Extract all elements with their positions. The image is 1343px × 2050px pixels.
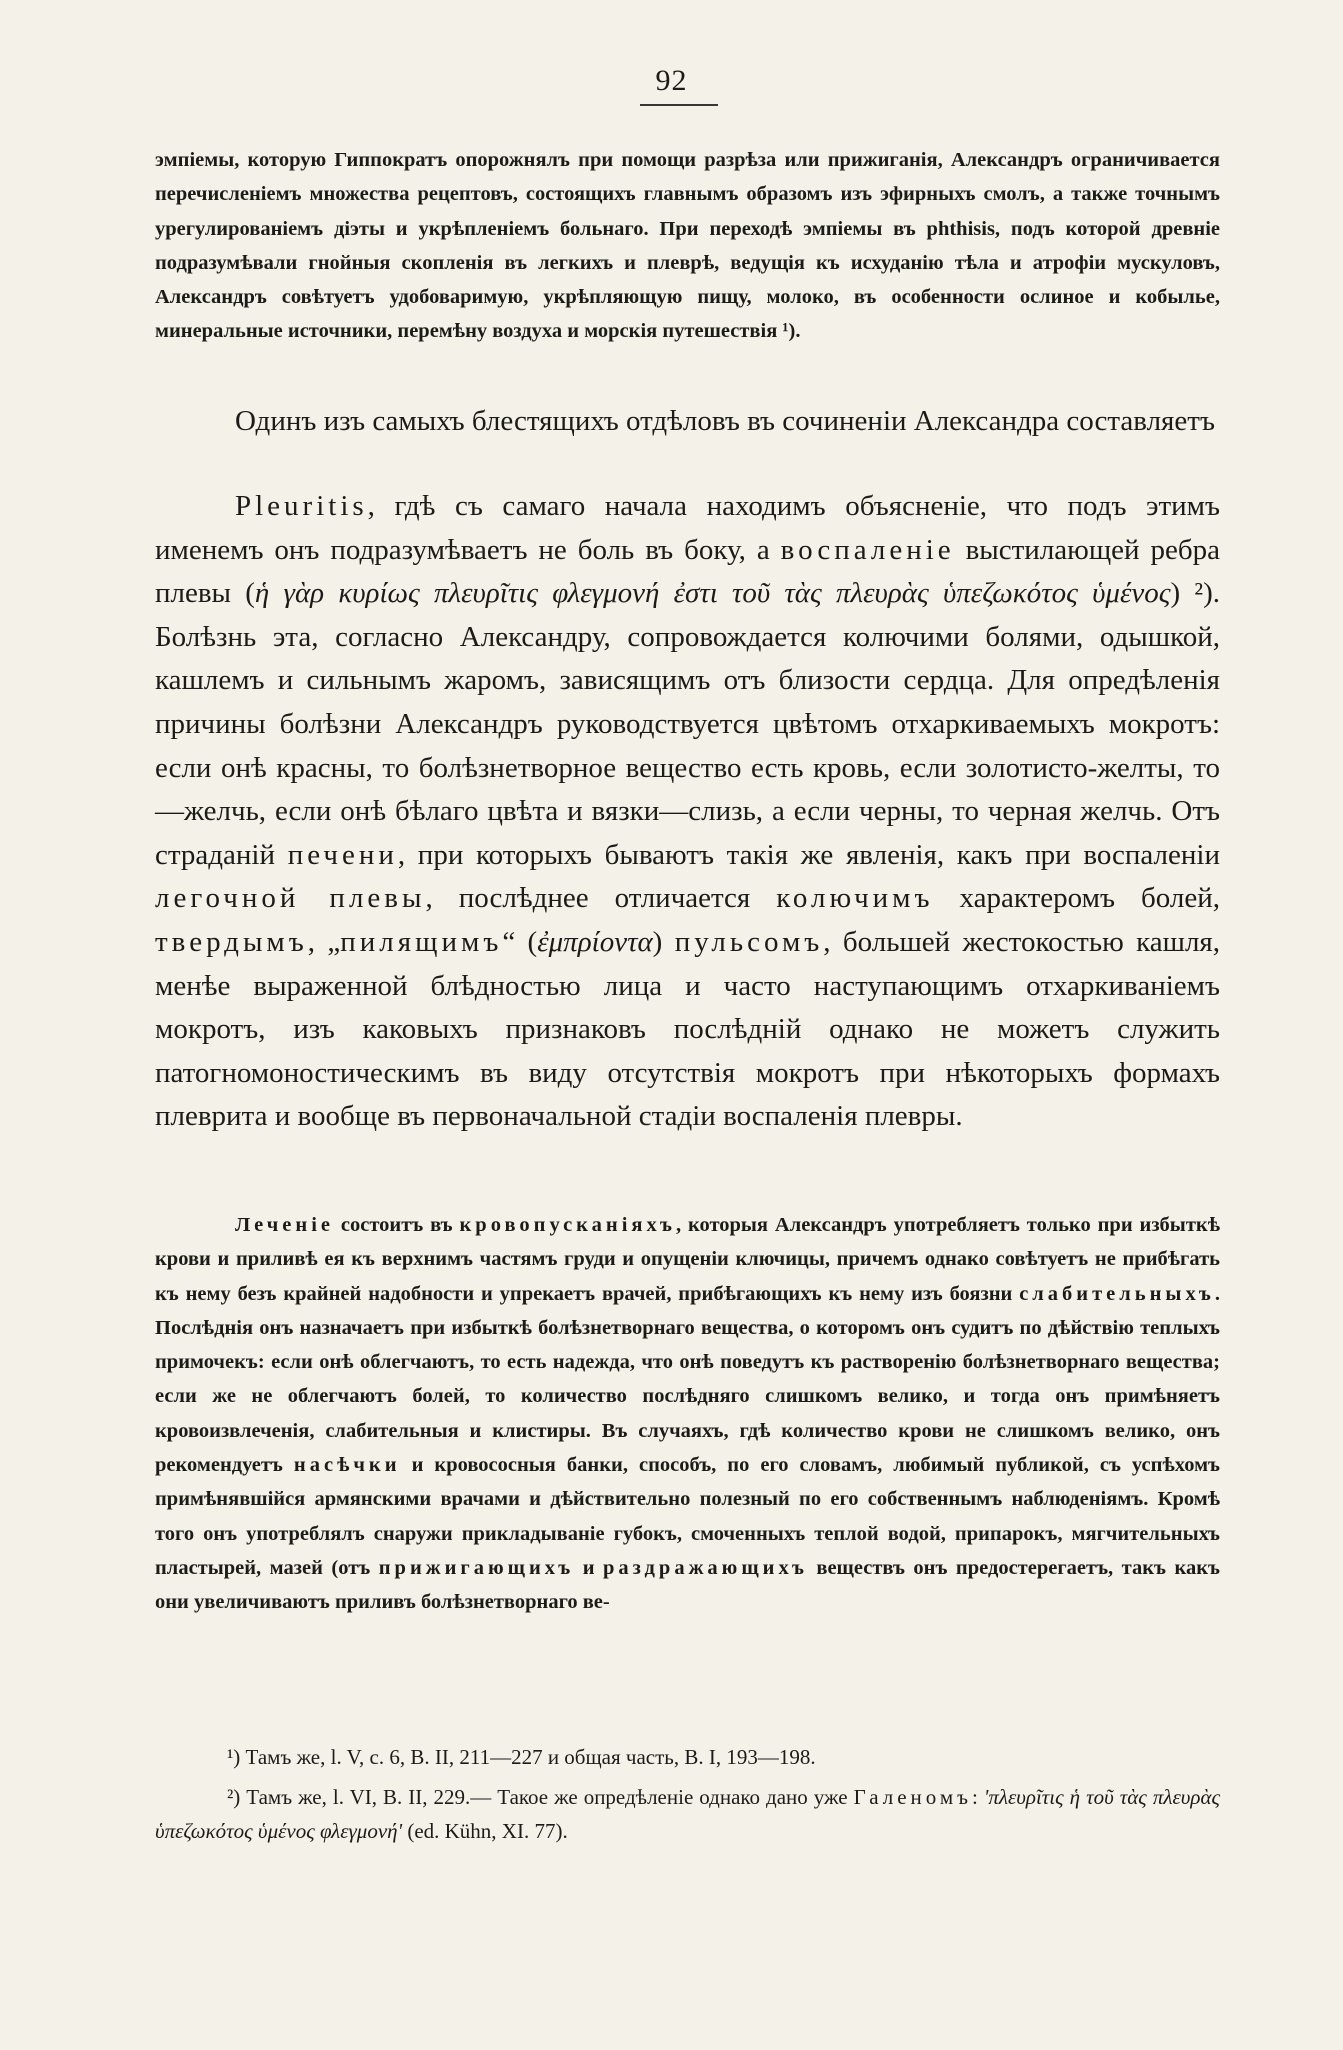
text-run: характеромъ болей, [933, 882, 1220, 915]
text-run: , большей жестокостью кашля, менѣе выраженной блѣдностью лица и часто наступающимъ отхаркиваніемъ мокротъ, изъ каковыхъ признаковъ послѣдній однако не можетъ служить патогномоностическимъ въ виду отсутствія мокротъ при нѣкоторыхъ формахъ плеврита и вообще въ первоначальной стадіи воспаленія плевры. [155, 925, 1220, 1133]
emphasis-word: насѣчки [293, 1454, 401, 1477]
text-run: “ ( [502, 925, 538, 958]
text-run: и [574, 1556, 604, 1579]
emphasis-word: воспаленіе [780, 533, 955, 566]
text-run: состоитъ въ [334, 1214, 460, 1236]
text-run: (ed. Kühn, XI. 77). [402, 1819, 568, 1843]
text-run: ) ²). Болѣзнь эта, согласно Александру, сопровождается колючими болями, одышкой, кашлемъ и сильнымъ жаромъ, зависящимъ отъ близости сердца. Для опредѣленія причины болѣзни Александръ руководствуется цвѣтомъ отхаркиваемыхъ мокротъ: если онѣ красны, то болѣзнетворное вещество есть кровь, если золотисто-желты, то—желчь, если онѣ бѣлаго цвѣта и вязки—слизь, а если черны, то черная желчь. Отъ страданій [155, 577, 1220, 871]
text-run: , послѣднее отличается [425, 882, 777, 915]
emphasis-word: легочной плевы [155, 882, 426, 915]
greek-quotation: ʹπλευρῖτις ἡ τοῦ τὰς πλευρὰς ὑπεζωκότος ὑμένος φλεγμονήʹ [155, 1785, 1220, 1843]
paragraph-section-intro: Одинъ изъ самыхъ блестящихъ отдѣловъ въ сочиненіи Александра составляетъ [235, 405, 1215, 437]
text-run: веществъ онъ предостерегаетъ, такъ какъ они увеличиваютъ приливъ болѣзнетворнаго ве- [155, 1556, 1220, 1614]
emphasis-word: твердымъ [155, 925, 308, 958]
paragraph-empyema-continued: эмпіемы, которую Гиппократъ опорожнялъ при помощи разрѣза или прижиганія, Александръ ограничивается перечисленіемъ множества рецептовъ, состоящихъ главнымъ образомъ изъ эфирныхъ смолъ, а также точнымъ урегулированіемъ діэты и укрѣпленіемъ больнаго. При переходѣ эмпіемы въ phthisis, подъ которой древніе подразумѣвали гнойныя скопленія въ легкихъ и плеврѣ, ведущія къ исхуданію тѣла и атрофіи мускуловъ, Александръ совѣтуетъ удобоваримую, укрѣпляющую пищу, молоко, въ особенности ослиное и кобылье, минеральные источники, перемѣну воздуха и морскія путешествія ¹). [155, 149, 1220, 343]
text-run: : [972, 1785, 984, 1809]
paragraph-pleuritis [155, 485, 1220, 1139]
text-run: . Послѣднія онъ назначаетъ при избыткѣ болѣзнетворнаго вещества, о которомъ онъ судитъ по дѣйствію теплыхъ примочекъ: если онѣ облегчаютъ, то есть надежда, что онѣ поведутъ къ раствоpенію болѣзнетворнаго вещества; если же не облегчаютъ болей, то количество послѣдняго слишкомъ велико, и тогда онъ примѣняетъ кровоизвлеченія, слабительныя и клистиры. Въ случаяхъ, гдѣ количество крови не слишкомъ велико, онъ рекомендуетъ [155, 1282, 1220, 1477]
text-run: , которыя Александръ употребляетъ только при избыткѣ крови и приливѣ ея къ верхнимъ частямъ груди и опущеніи ключицы, причемъ однако совѣтуетъ не прибѣгать къ нему безъ крайней надобности и упрекаетъ врачей, прибѣгающихъ къ нему изъ боязни [155, 1214, 1220, 1305]
emphasis-word: Галеномъ [853, 1785, 973, 1809]
footnote-1: ¹) Тамъ же, l. V, c. 6, B. II, 211—227 и общая часть, B. I, 193—198. [227, 1745, 816, 1769]
footnote-2 [155, 1780, 1220, 1848]
paragraph-treatment [155, 1208, 1220, 1620]
section-term-pleuritis: Pleuritis [235, 490, 368, 522]
emphasis-word: раздражающихъ [603, 1556, 808, 1579]
greek-word: ἐμπρίοντα [537, 925, 653, 958]
emphasis-word: колючимъ [776, 882, 934, 915]
greek-quotation: ἡ γὰρ κυρίως πλευρῖτις φλεγμονή ἐστι τοῦ τὰς πλευρὰς ὑπεζωκότος ὑμένος [254, 577, 1171, 610]
text-run: ²) Тамъ же, l. VI, B. II, 229.— Такое же опредѣленіе однако дано уже [227, 1785, 854, 1809]
page-number-underline [640, 104, 718, 106]
page-number: 92 [655, 64, 688, 97]
text-run: и кровососныя банки, способъ, по его словамъ, любимый публикой, съ успѣхомъ примѣнявшійся армянскими врачами и дѣйствительно полезный по его собственнымъ наблюденіямъ. Кромѣ того онъ употреблялъ снаружи прикладываніе губокъ, смоченныхъ теплой водой, припарокъ, мягчительныхъ пластырей, мазей (отъ [155, 1454, 1220, 1579]
text-run: , „ [307, 925, 341, 958]
emphasis-word: Леченіе [235, 1214, 334, 1236]
text-run: , гдѣ съ самаго начала находимъ объясненіе, что подъ этимъ именемъ онъ подразумѣваетъ не боль въ боку, а [155, 490, 1220, 566]
text-run: выстилающей ребра плевы ( [155, 533, 1220, 610]
emphasis-word: печени [287, 838, 398, 871]
text-run: , при которыхъ бываютъ такія же явленія, какъ при воспаленіи [397, 838, 1220, 871]
emphasis-word: прижигающихъ [378, 1556, 575, 1579]
emphasis-word: пульсомъ [674, 925, 824, 958]
emphasis-word: пилящимъ [340, 925, 503, 958]
text-run: ) [652, 925, 675, 958]
emphasis-word: кровопусканіяхъ [459, 1214, 676, 1236]
emphasis-word: слабительныхъ [1019, 1282, 1215, 1305]
